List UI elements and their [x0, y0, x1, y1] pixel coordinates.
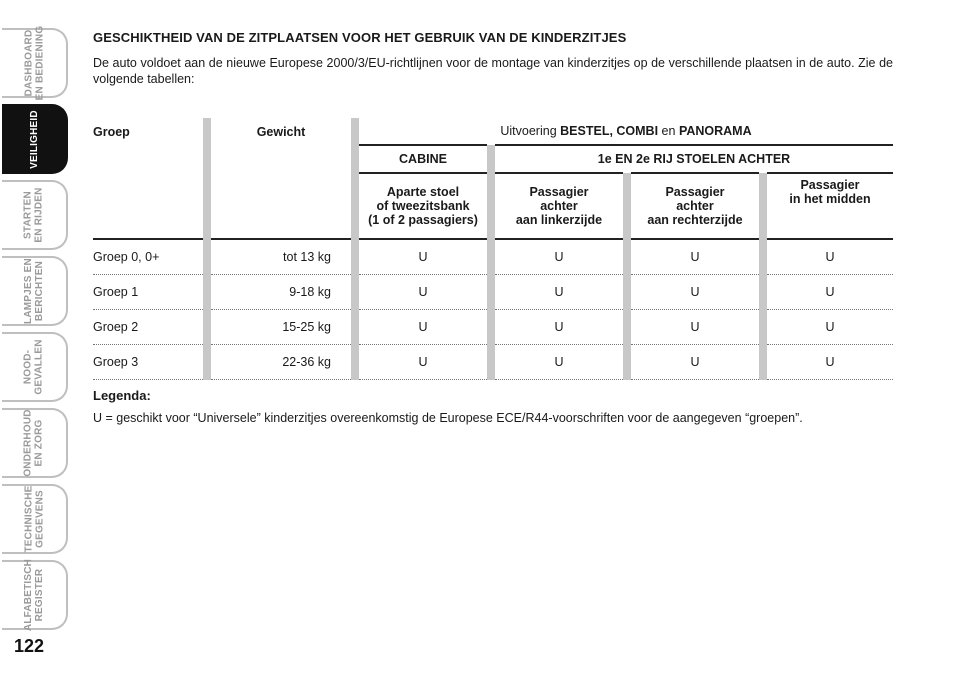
column-divider	[203, 275, 211, 310]
cell-value: U	[359, 239, 487, 275]
legend	[93, 388, 893, 425]
column-divider	[351, 275, 359, 310]
column-divider	[203, 310, 211, 345]
subheader-aparte-stoel	[359, 173, 487, 239]
subheader-rechts	[631, 173, 759, 239]
subheader-line: achter	[676, 199, 714, 213]
subheader-line: Passagier	[800, 178, 860, 192]
subheader-line: Passagier	[665, 185, 725, 199]
column-divider	[203, 345, 211, 380]
section-intro	[93, 30, 893, 87]
cell-gewicht: 9-18 kg	[211, 275, 351, 310]
cell-value: U	[631, 310, 759, 345]
cell-value: U	[767, 310, 893, 345]
cell-groep: Groep 1	[93, 275, 203, 310]
tab-label: NOOD- GEVALLEN	[23, 339, 45, 395]
cell-groep: Groep 2	[93, 310, 203, 345]
tab-lampjes-en-berichten[interactable]	[2, 256, 68, 326]
column-divider	[623, 275, 631, 310]
column-divider	[487, 275, 495, 310]
column-divider	[203, 145, 211, 173]
column-divider	[623, 239, 631, 275]
tab-label: ALFABETISCH REGISTER	[23, 558, 46, 632]
child-seat-table	[93, 118, 893, 380]
table-row	[93, 345, 893, 380]
column-divider	[623, 173, 631, 239]
cell-value: U	[631, 345, 759, 380]
column-divider	[203, 173, 211, 239]
column-divider	[351, 145, 359, 173]
cell-value: U	[767, 239, 893, 275]
tab-label: ONDERHOUD EN ZORG	[23, 409, 46, 477]
cell-value: U	[359, 275, 487, 310]
subheader-line: of tweezitsbank	[376, 199, 470, 213]
subheader-line: Passagier	[529, 185, 589, 199]
legend-title: Legenda:	[93, 388, 151, 403]
column-divider	[759, 310, 767, 345]
cell-gewicht: 22-36 kg	[211, 345, 351, 380]
cell-value: U	[359, 310, 487, 345]
legend-text: U = geschikt voor “Universele” kinderzitjes overeenkomstig de Europese ECE/R44-voorschriften voor de aangegeven “groepen”.	[93, 411, 803, 425]
column-divider	[351, 345, 359, 380]
page-number: 122	[14, 636, 45, 656]
tab-starten-en-rijden[interactable]	[2, 180, 68, 250]
table-header-row	[93, 145, 893, 173]
cell-value: U	[495, 275, 623, 310]
column-divider	[487, 310, 495, 345]
header-gewicht: Gewicht	[256, 124, 306, 139]
tab-label: VEILIGHEID	[28, 109, 40, 169]
cell-gewicht: tot 13 kg	[211, 239, 351, 275]
empty-cell	[211, 173, 351, 239]
subheader-line: achter	[540, 199, 578, 213]
column-divider	[487, 145, 495, 173]
column-divider	[351, 239, 359, 275]
cell-groep: Groep 3	[93, 345, 203, 380]
table-header-row	[93, 173, 893, 239]
empty-cell	[93, 145, 203, 173]
subheader-line: in het midden	[789, 192, 871, 206]
subheader-line: (1 of 2 passagiers)	[368, 213, 478, 227]
table-header-row	[93, 118, 893, 145]
header-cabine: CABINE	[359, 145, 487, 173]
tab-dashboard-en-bediening[interactable]	[2, 25, 68, 101]
subheader-line: aan linkerzijde	[515, 213, 603, 227]
column-divider	[487, 173, 495, 239]
page-title: GESCHIKTHEID VAN DE ZITPLAATSEN VOOR HET GEBRUIK VAN DE KINDERZITJES	[93, 30, 627, 45]
cell-value: U	[631, 275, 759, 310]
uitvoering-models: BESTEL, COMBI	[560, 124, 659, 138]
column-divider	[623, 345, 631, 380]
subheader-line: Aparte stoel	[386, 185, 460, 199]
column-divider	[351, 118, 359, 145]
table-row	[93, 310, 893, 345]
intro-paragraph: De auto voldoet aan de nieuwe Europese 2000/3/EU-richtlijnen voor de montage van kinderzitjes op de verschillende plaatsen in de auto. Zie de volgende tabellen:	[93, 56, 893, 86]
cell-groep: Groep 0, 0+	[93, 239, 203, 275]
tab-label: TECHNISCHE GEGEVENS	[23, 485, 46, 553]
tab-alfabetisch-register[interactable]	[2, 560, 68, 630]
tab-label: STARTEN EN RIJDEN	[23, 187, 45, 243]
column-divider	[487, 239, 495, 275]
cell-value: U	[495, 310, 623, 345]
column-divider	[203, 118, 211, 145]
column-divider	[623, 310, 631, 345]
table-row	[93, 275, 893, 310]
cell-value: U	[631, 239, 759, 275]
column-divider	[759, 239, 767, 275]
column-divider	[351, 173, 359, 239]
tab-label: LAMPJES EN BERICHTEN	[23, 258, 45, 324]
uitvoering-en: en	[661, 124, 676, 138]
uitvoering-prefix: Uitvoering	[500, 124, 557, 138]
cell-value: U	[495, 239, 623, 275]
header-rows: 1e EN 2e RIJ STOELEN ACHTER	[495, 145, 893, 173]
cell-value: U	[359, 345, 487, 380]
tab-onderhoud-en-zorg[interactable]	[2, 408, 68, 478]
column-divider	[759, 173, 767, 239]
empty-cell	[211, 145, 351, 173]
column-divider	[759, 275, 767, 310]
header-groep: Groep	[93, 124, 130, 139]
uitvoering-last: PANORAMA	[678, 124, 752, 138]
header-uitvoering	[359, 118, 893, 145]
subheader-line: aan rechterzijde	[647, 213, 743, 227]
tab-veiligheid[interactable]	[2, 104, 68, 174]
column-divider	[759, 345, 767, 380]
cell-value: U	[495, 345, 623, 380]
subheader-midden	[767, 173, 893, 239]
column-divider	[487, 345, 495, 380]
tab-technische-gegevens[interactable]	[2, 484, 68, 554]
cell-value: U	[767, 345, 893, 380]
column-divider	[351, 310, 359, 345]
empty-cell	[93, 173, 203, 239]
table-row	[93, 239, 893, 275]
cell-value: U	[767, 275, 893, 310]
subheader-links	[495, 173, 623, 239]
column-divider	[203, 239, 211, 275]
cell-gewicht: 15-25 kg	[211, 310, 351, 345]
tab-label: DASHBOARD EN BEDIENING	[23, 25, 46, 101]
tab-noodgevallen[interactable]	[2, 332, 68, 402]
